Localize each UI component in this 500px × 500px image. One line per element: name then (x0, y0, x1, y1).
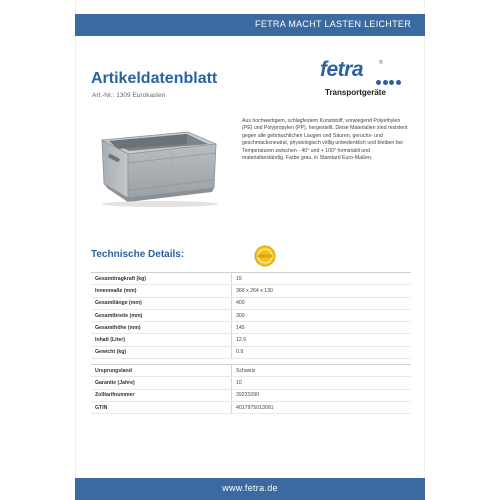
spec-label: Zolltarifnummer (95, 392, 135, 399)
spec-value: 4017975013091 (231, 402, 411, 413)
plastic-crate-image (92, 118, 222, 208)
logo-registered-mark: ® (379, 60, 383, 66)
table-row (91, 377, 411, 389)
spec-label: Gesamttragkraft (kg) (95, 275, 147, 282)
quality-seal-icon (254, 245, 276, 267)
article-number: Art.-Nr.: 1309 Eurokasten (92, 92, 166, 99)
product-description: Aus hochwertigem, schlagfestem Kunststoff, vorwiegend Polyethylen (PE) und Polypropylen (PP), hergestellt. Diese Materialien sind resistent gegen alle gebräuchlichen Laugen und Säuren, geruchs- und geschmacksneutral, physiologisch völlig unbedenklich und bleiben bei Temperaturen zwischen - 40° und + 100° formstabil und materialbeständig. Farbe grau, in Standard Euro-Maßen. (242, 118, 408, 162)
spec-value: 400 (231, 298, 411, 309)
page-title: Artikeldatenblatt (91, 70, 218, 87)
spec-label: Innenmaße (mm) (95, 287, 137, 294)
spec-value: 0.9 (231, 347, 411, 358)
table-row (91, 310, 411, 322)
spec-label: Garantie (Jahre) (95, 380, 135, 387)
spec-value: 300 (231, 310, 411, 321)
spec-label: Gesamtbreite (mm) (95, 312, 143, 319)
table-row (91, 322, 411, 334)
table-row (91, 298, 411, 310)
spec-value: 15 (231, 273, 411, 284)
spec-value: 366 x 264 x 130 (231, 285, 411, 296)
footer-url[interactable]: www.fetra.de (222, 483, 278, 493)
spec-label: Inhalt (Liter) (95, 337, 125, 344)
top-banner (75, 14, 425, 36)
spec-label: Ursprungsland (95, 367, 132, 374)
spec-label: Gewicht (kg) (95, 349, 127, 356)
spec-label: Gesamthöhe (mm) (95, 324, 141, 331)
spec-value: 145 (231, 322, 411, 333)
spec-group-origin (91, 364, 411, 414)
logo-wordmark: fetra (320, 58, 364, 81)
technical-details-heading: Technische Details: (91, 249, 185, 260)
table-row (91, 285, 411, 297)
logo-tagline: Transportgeräte (325, 88, 386, 97)
spec-table (91, 272, 411, 414)
spec-value: Schweiz (231, 365, 411, 376)
table-row (91, 402, 411, 414)
table-row (91, 347, 411, 359)
spec-label: GTIN (95, 404, 108, 411)
footer-bar (75, 478, 425, 500)
table-row (91, 334, 411, 346)
spec-value: 12.6 (231, 334, 411, 345)
spec-value: 10 (231, 377, 411, 388)
spec-label: Gesamtlänge (mm) (95, 300, 142, 307)
table-row (91, 390, 411, 402)
table-row (91, 365, 411, 377)
spec-value: 39231090 (231, 390, 411, 401)
banner-slogan: FETRA MACHT LASTEN LEICHTER (255, 19, 411, 29)
spec-group-dimensions (91, 272, 411, 359)
table-row (91, 273, 411, 285)
